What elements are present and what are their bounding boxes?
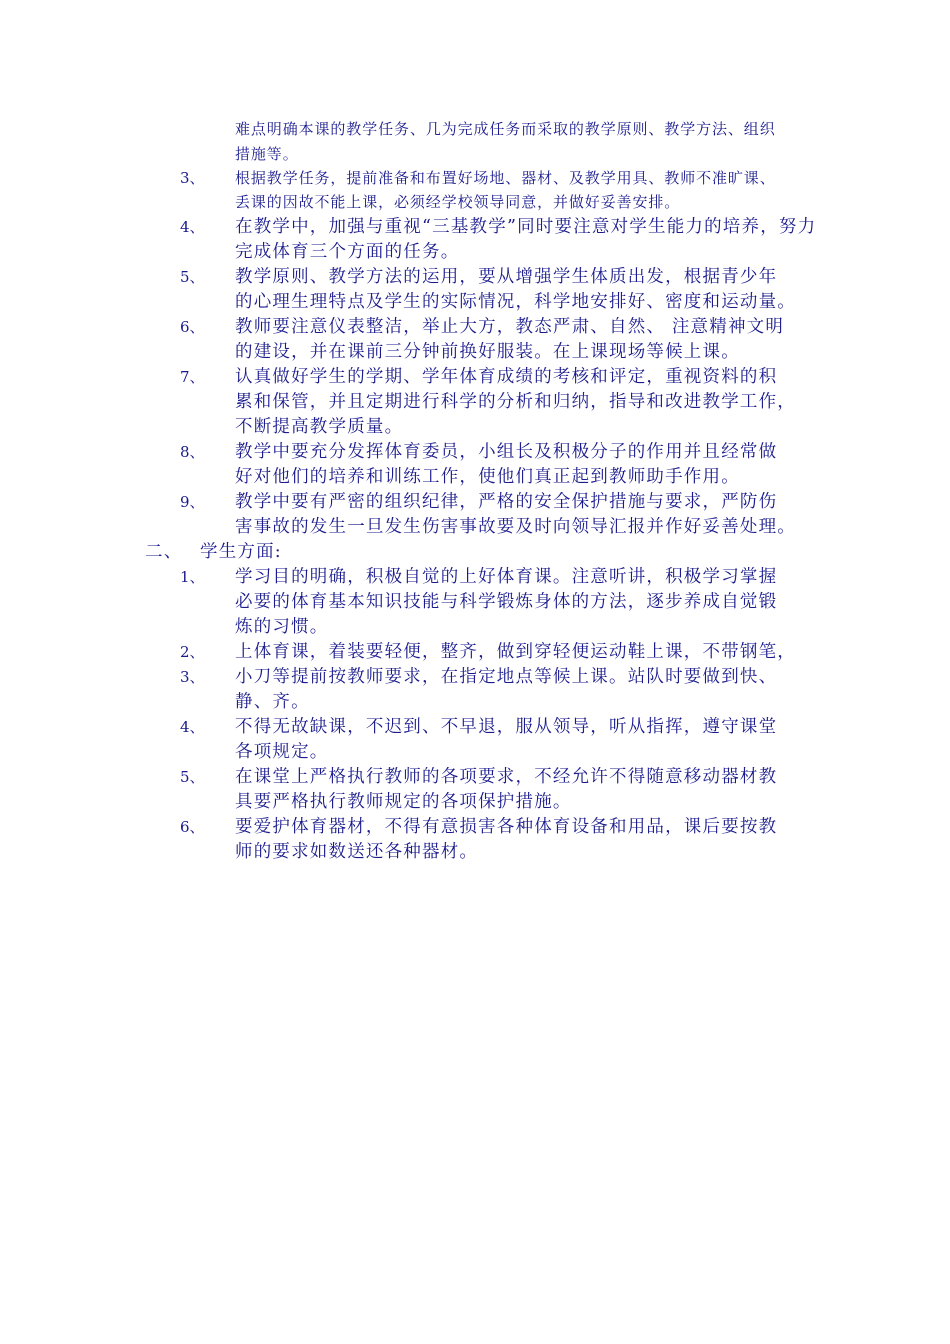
teacher-item-7-line3: 不断提高教学质量。 (235, 417, 404, 437)
student-item-4-line2: 各项规定。 (235, 742, 329, 762)
student-item-3-line2: 静、齐。 (235, 692, 310, 712)
teacher-item-4-line2: 完成体育三个方面的任务。 (235, 242, 460, 262)
student-section-heading: 学生方面: (200, 542, 282, 562)
student-item-3-line1: 小刀等提前按教师要求，在指定地点等候上课。站队时要做到快、 (235, 667, 778, 687)
teacher-item-4-line1: 在教学中，加强与重视“三基教学”同时要注意对学生能力的培养，努力 (235, 217, 817, 237)
teacher-item-8-number: 8、 (180, 443, 205, 461)
teacher-item-5-line2: 的心理生理特点及学生的实际情况，科学地安排好、密度和运动量。 (235, 292, 796, 312)
student-item-4-line1: 不得无故缺课，不迟到、不早退，服从领导，听从指挥，遵守课堂 (235, 717, 778, 737)
student-section-number: 二、 (145, 542, 183, 562)
teacher-item-5-number: 5、 (180, 268, 205, 286)
student-item-5-line1: 在课堂上严格执行教师的各项要求，不经允许不得随意移动器材教 (235, 767, 778, 787)
student-item-6-line1: 要爱护体育器材，不得有意损害各种体育设备和用品，课后要按教 (235, 817, 778, 837)
teacher-item-7-number: 7、 (180, 368, 205, 386)
teacher-item-4-number: 4、 (180, 218, 205, 236)
item2-line2: 措施等。 (235, 145, 299, 163)
student-item-1-line3: 炼的习惯。 (235, 617, 329, 637)
teacher-item-7-line1: 认真做好学生的学期、学年体育成绩的考核和评定，重视资料的积 (235, 367, 778, 387)
student-item-1-line2: 必要的体育基本知识技能与科学锻炼身体的方法，逐步养成自觉锻 (235, 592, 778, 612)
student-item-6-line2: 师的要求如数送还各种器材。 (235, 842, 479, 862)
teacher-item-6-number: 6、 (180, 318, 205, 336)
teacher-item-9-line2: 害事故的发生一旦发生伤害事故要及时向领导汇报并作好妥善处理。 (235, 517, 796, 537)
student-item-1-number: 1、 (180, 568, 205, 586)
item2-line1: 难点明确本课的教学任务、几为完成任务而采取的教学原则、教学方法、组织 (235, 120, 776, 138)
student-item-4-number: 4、 (180, 718, 205, 736)
teacher-item-3-number: 3、 (180, 169, 205, 187)
teacher-item-7-line2: 累和保管，并且定期进行科学的分析和归纳，指导和改进教学工作， (235, 392, 796, 412)
teacher-item-6-line1: 教师要注意仪表整洁，举止大方，教态严肃、自然、 注意精神文明 (235, 317, 785, 337)
student-item-5-number: 5、 (180, 768, 205, 786)
teacher-item-5-line1: 教学原则、教学方法的运用，要从增强学生体质出发，根据青少年 (235, 267, 778, 287)
student-item-5-line2: 具要严格执行教师规定的各项保护措施。 (235, 792, 572, 812)
student-item-6-number: 6、 (180, 818, 205, 836)
teacher-item-8-line2: 好对他们的培养和训练工作，使他们真正起到教师助手作用。 (235, 467, 740, 487)
student-item-2-number: 2、 (180, 643, 205, 661)
teacher-item-6-line2: 的建设，并在课前三分钟前换好服装。在上课现场等候上课。 (235, 342, 740, 362)
student-item-1-line1: 学习目的明确，积极自觉的上好体育课。注意听讲，积极学习掌握 (235, 567, 778, 587)
student-item-2-line1: 上体育课，着装要轻便，整齐，做到穿轻便运动鞋上课，不带钢笔， (235, 642, 796, 662)
teacher-item-3-line2: 丢课的因故不能上课，必须经学校领导同意，并做好妥善安排。 (235, 193, 681, 211)
student-item-3-number: 3、 (180, 668, 205, 686)
teacher-item-9-line1: 教学中要有严密的组织纪律，严格的安全保护措施与要求，严防伤 (235, 492, 778, 512)
teacher-item-9-number: 9、 (180, 493, 205, 511)
teacher-item-3-line1: 根据教学任务，提前准备和布置好场地、器材、及教学用具、教师不准旷课、 (235, 169, 776, 187)
teacher-item-8-line1: 教学中要充分发挥体育委员，小组长及积极分子的作用并且经常做 (235, 442, 778, 462)
